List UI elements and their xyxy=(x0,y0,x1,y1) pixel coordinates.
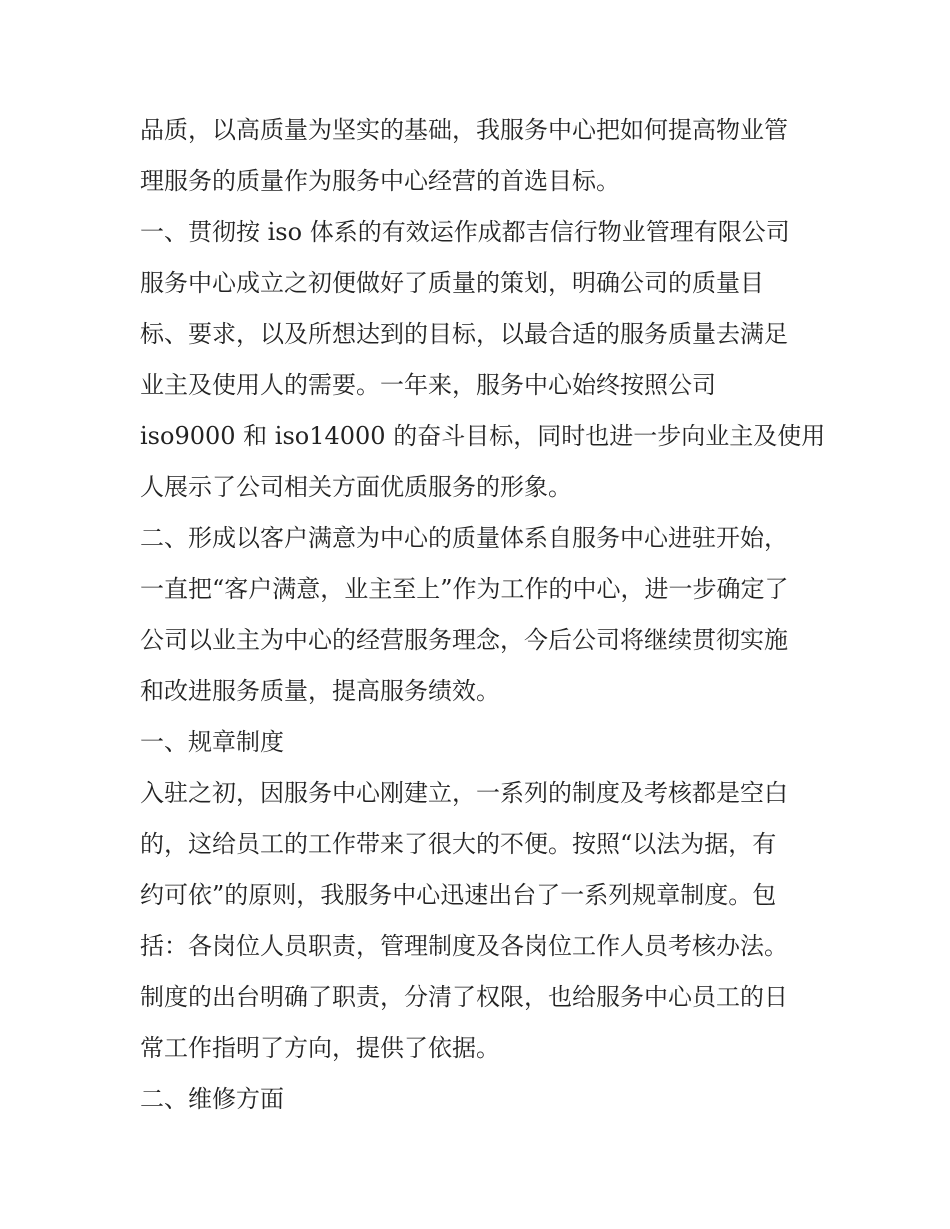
body-line: 和改进服务质量，提高服务绩效。 xyxy=(140,677,500,705)
body-line: 服务中心成立之初便做好了质量的策划，明确公司的质量目 xyxy=(140,269,764,297)
section-heading: 一、规章制度 xyxy=(140,728,284,756)
body-line: 人展示了公司相关方面优质服务的形象。 xyxy=(140,473,572,501)
body-line: 常工作指明了方向，提供了依据。 xyxy=(140,1034,500,1062)
body-line: 业主及使用人的需要。一年来，服务中心始终按照公司 xyxy=(140,371,716,399)
body-line: 一直把“客户满意，业主至上”作为工作的中心，进一步确定了 xyxy=(140,575,789,603)
body-line: 的，这给员工的工作带来了很大的不便。按照“以法为据，有 xyxy=(140,830,777,858)
body-line: iso9000 和 iso14000 的奋斗目标，同时也进一步向业主及使用 xyxy=(140,422,826,450)
body-line: 一、贯彻按 iso 体系的有效运作成都吉信行物业管理有限公司 xyxy=(140,218,790,246)
body-line: 二、形成以客户满意为中心的质量体系自服务中心进驻开始， xyxy=(140,524,788,552)
body-line: 公司以业主为中心的经营服务理念，今后公司将继续贯彻实施 xyxy=(140,626,788,654)
body-line: 约可依”的原则，我服务中心迅速出台了一系列规章制度。包 xyxy=(140,881,777,909)
document-body xyxy=(140,105,826,1125)
body-line: 入驻之初，因服务中心刚建立，一系列的制度及考核都是空白 xyxy=(140,779,788,807)
body-line: 理服务的质量作为服务中心经营的首选目标。 xyxy=(140,167,620,195)
body-line: 品质，以高质量为坚实的基础，我服务中心把如何提高物业管 xyxy=(140,116,788,144)
section-heading: 二、维修方面 xyxy=(140,1085,284,1113)
body-line: 制度的出台明确了职责，分清了权限，也给服务中心员工的日 xyxy=(140,983,788,1011)
body-line: 标、要求，以及所想达到的目标，以最合适的服务质量去满足 xyxy=(140,320,788,348)
body-line: 括：各岗位人员职责，管理制度及各岗位工作人员考核办法。 xyxy=(140,932,788,960)
